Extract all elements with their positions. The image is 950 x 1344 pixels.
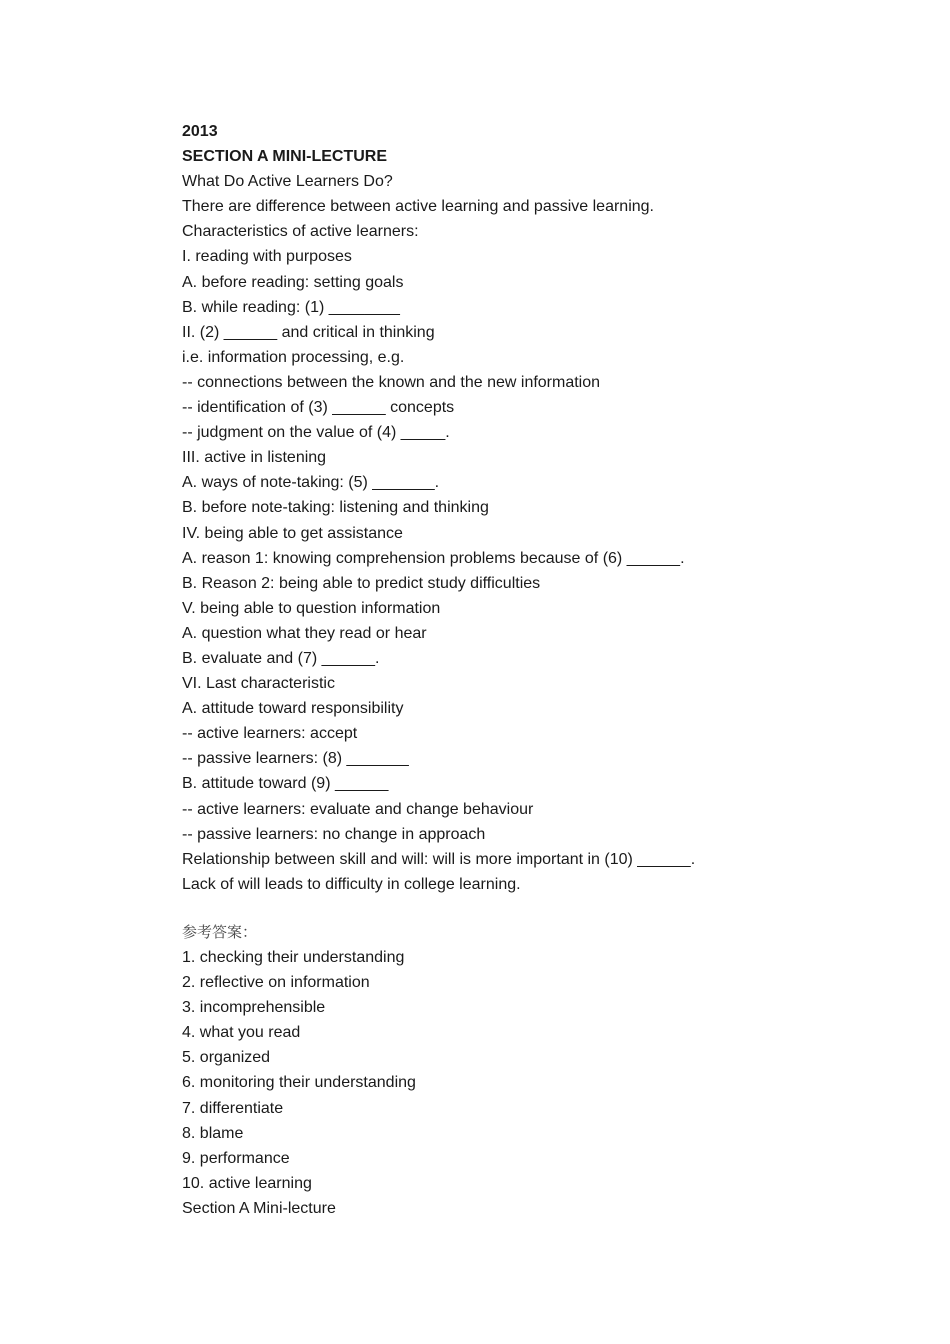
text-line: V. being able to question information [182, 599, 441, 617]
text-line: A. question what they read or hear [182, 624, 427, 642]
text-line: i.e. information processing, e.g. [182, 348, 405, 366]
text-line: A. reason 1: knowing comprehension problems because of (6) ______. [182, 549, 685, 567]
text-line: II. (2) ______ and critical in thinking [182, 323, 435, 341]
section-spacer [182, 897, 882, 920]
answer-item: 2. reflective on information [182, 974, 370, 992]
text-line: A. attitude toward responsibility [182, 700, 404, 718]
text-line: IV. being able to get assistance [182, 524, 403, 542]
year-heading: 2013 [182, 123, 218, 140]
text-line: Relationship between skill and will: will is more important in (10) ______. [182, 850, 696, 868]
text-line: -- identification of (3) ______ concepts [182, 399, 455, 417]
lecture-title: What Do Active Learners Do? [182, 173, 393, 191]
answer-item: 8. blame [182, 1124, 244, 1142]
text-line: Lack of will leads to difficulty in college learning. [182, 875, 521, 893]
text-line: A. before reading: setting goals [182, 273, 404, 291]
text-line: -- active learners: accept [182, 725, 358, 743]
answer-key-heading: 参考答案： [182, 922, 258, 941]
footer-section-label: Section A Mini-lecture [182, 1199, 336, 1217]
text-line: -- judgment on the value of (4) _____. [182, 424, 450, 442]
text-line: B. while reading: (1) ________ [182, 298, 400, 316]
text-line: III. active in listening [182, 449, 327, 467]
text-line: -- passive learners: no change in approach [182, 825, 486, 843]
answer-item: 4. what you read [182, 1024, 301, 1042]
text-line: -- passive learners: (8) _______ [182, 750, 409, 768]
answer-item: 10. active learning [182, 1174, 312, 1192]
text-line: B. before note-taking: listening and thinking [182, 499, 489, 517]
text-line: B. Reason 2: being able to predict study difficulties [182, 574, 541, 592]
text-line: -- active learners: evaluate and change behaviour [182, 800, 534, 818]
answer-item: 5. organized [182, 1049, 271, 1067]
answer-item: 1. checking their understanding [182, 949, 405, 966]
answer-item: 9. performance [182, 1149, 290, 1167]
text-line: I. reading with purposes [182, 248, 352, 266]
answer-item: 7. differentiate [182, 1099, 284, 1117]
text-line: VI. Last characteristic [182, 675, 335, 693]
text-line: Characteristics of active learners: [182, 223, 419, 241]
text-line: B. evaluate and (7) ______. [182, 649, 380, 667]
text-line: There are difference between active learning and passive learning. [182, 198, 654, 216]
document-page [182, 119, 882, 1221]
answer-key [182, 920, 882, 1196]
answer-item: 3. incomprehensible [182, 999, 326, 1017]
text-line: A. ways of note-taking: (5) _______. [182, 474, 440, 492]
lecture-outline [182, 169, 882, 897]
text-line: B. attitude toward (9) ______ [182, 775, 389, 793]
text-line: -- connections between the known and the new information [182, 373, 601, 391]
section-title: SECTION A MINI-LECTURE [182, 148, 388, 166]
answer-item: 6. monitoring their understanding [182, 1074, 416, 1092]
